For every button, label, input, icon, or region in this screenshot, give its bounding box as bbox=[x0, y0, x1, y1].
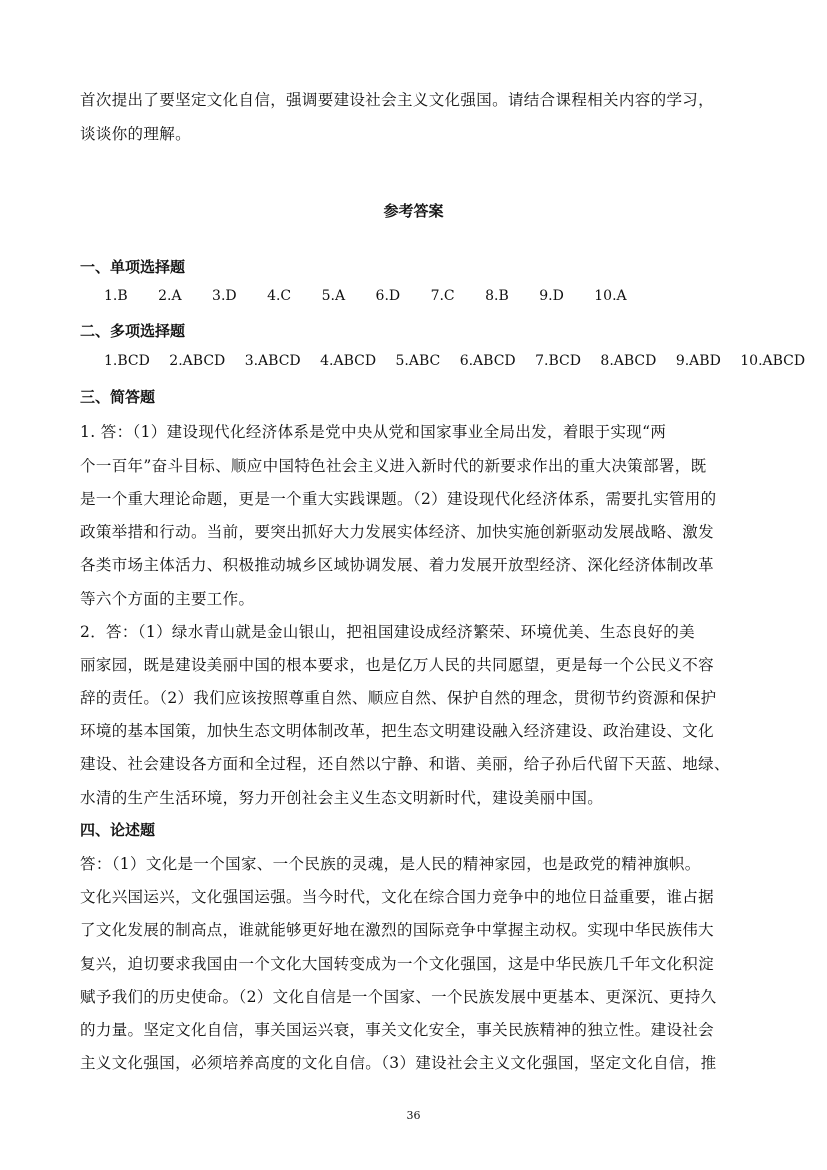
answer-text-line: 个一百年”奋斗目标、顺应中国特色社会主义进入新时代的新要求作出的重大决策部署，既 bbox=[80, 457, 707, 475]
answer-text-line: 水清的生产生活环境，努力开创社会主义生态文明新时代，建设美丽中国。 bbox=[80, 789, 604, 807]
answer-text-line: 各类市场主体活力、积极推动城乡区域协调发展、着力发展开放型经济、深化经济体制改革 bbox=[80, 556, 715, 574]
intro-line: 谈谈你的理解。 bbox=[80, 125, 191, 143]
answer-item: 5.A bbox=[321, 288, 346, 304]
answer-item: 8.ABCD bbox=[600, 353, 657, 369]
answer-item: 3.ABCD bbox=[244, 353, 301, 369]
section-heading-multi-choice: 二、多项选择题 bbox=[80, 322, 186, 340]
answer-item: 10.A bbox=[594, 288, 627, 304]
answer-text-line: 政策举措和行动。当前，要突出抓好大力发展实体经济、加快实施创新驱动发展战略、激发 bbox=[80, 523, 715, 541]
answer-text-line: 2．答：（1）绿水青山就是金山银山，把祖国建设成经济繁荣、环境优美、生态良好的美 bbox=[80, 623, 695, 641]
answer-item: 6.D bbox=[375, 288, 401, 304]
answer-text-line: 主义文化强国，必须培养高度的文化自信。（3）建设社会主义文化强国，坚定文化自信，推 bbox=[80, 1054, 717, 1072]
answer-text-line: 辞的责任。（2）我们应该按照尊重自然、顺应自然、保护自然的理念，贯彻节约资源和保护 bbox=[80, 689, 717, 707]
answer-item: 6.ABCD bbox=[459, 353, 516, 369]
answer-text-line: 丽家园，既是建设美丽中国的根本要求，也是亿万人民的共同愿望，更是每一个公民义不容 bbox=[80, 656, 715, 674]
section-heading-short-answer: 三、简答题 bbox=[80, 388, 156, 406]
answer-item: 3.D bbox=[212, 288, 237, 304]
answer-item: 8.B bbox=[485, 288, 509, 304]
answer-text-line: 建设、社会建设各方面和全过程，还自然以宁静、和谐、美丽，给子孙后代留下天蓝、地绿、 bbox=[80, 755, 730, 773]
answer-text-line: 复兴，迫切要求我国由一个文化大国转变成为一个文化强国，这是中华民族几千年文化积淀 bbox=[80, 955, 715, 973]
answer-item: 9.ABD bbox=[675, 353, 721, 369]
answer-item: 2.ABCD bbox=[169, 353, 226, 369]
answer-item: 7.BCD bbox=[535, 353, 581, 369]
answer-item: 7.C bbox=[430, 288, 455, 304]
answer-item: 4.ABCD bbox=[320, 353, 377, 369]
answer-item: 4.C bbox=[267, 288, 292, 304]
answer-item: 10.ABCD bbox=[740, 353, 806, 369]
answer-text-line: 是一个重大理论命题，更是一个重大实践课题。（2）建设现代化经济体系，需要扎实管用的 bbox=[80, 490, 717, 508]
answer-item: 1.B bbox=[104, 288, 128, 304]
intro-line: 首次提出了要坚定文化自信，强调要建设社会主义文化强国。请结合课程相关内容的学习， bbox=[80, 91, 715, 109]
answer-item: 9.D bbox=[539, 288, 564, 304]
answer-text-line: 的力量。坚定文化自信，事关国运兴衰，事关文化安全，事关民族精神的独立性。建设社会 bbox=[80, 1021, 715, 1039]
answer-item: 5.ABC bbox=[395, 353, 441, 369]
answer-text-line: 1. 答：（1）建设现代化经济体系是党中央从党和国家事业全局出发，着眼于实现“两 bbox=[80, 423, 667, 441]
answer-text-line: 等六个方面的主要工作。 bbox=[80, 590, 255, 608]
single-choice-answers bbox=[104, 288, 649, 304]
answer-item: 2.A bbox=[158, 288, 182, 304]
answer-text-line: 环境的基本国策，加快生态文明体制改革，把生态文明建设融入经济建设、政治建设、文化 bbox=[80, 722, 715, 740]
section-heading-single-choice: 一、单项选择题 bbox=[80, 258, 186, 276]
answer-text-line: 文化兴国运兴，文化强国运强。当今时代，文化在综合国力竞争中的地位日益重要，谁占据 bbox=[80, 888, 715, 906]
answer-item: 1.BCD bbox=[104, 353, 150, 369]
page-title: 参考答案 bbox=[383, 202, 444, 220]
page-number: 36 bbox=[406, 1109, 421, 1122]
answer-text-line: 了文化发展的制高点，谁就能够更好地在激烈的国际竞争中掌握主动权。实现中华民族伟大 bbox=[80, 921, 715, 939]
section-heading-essay: 四、论述题 bbox=[80, 821, 156, 839]
answer-text-line: 答：（1）文化是一个国家、一个民族的灵魂，是人民的精神家园，也是政党的精神旗帜。 bbox=[80, 855, 701, 873]
multi-choice-answers bbox=[104, 353, 816, 369]
answer-text-line: 赋予我们的历史使命。（2）文化自信是一个国家、一个民族发展中更基本、更深沉、更持久 bbox=[80, 988, 717, 1006]
